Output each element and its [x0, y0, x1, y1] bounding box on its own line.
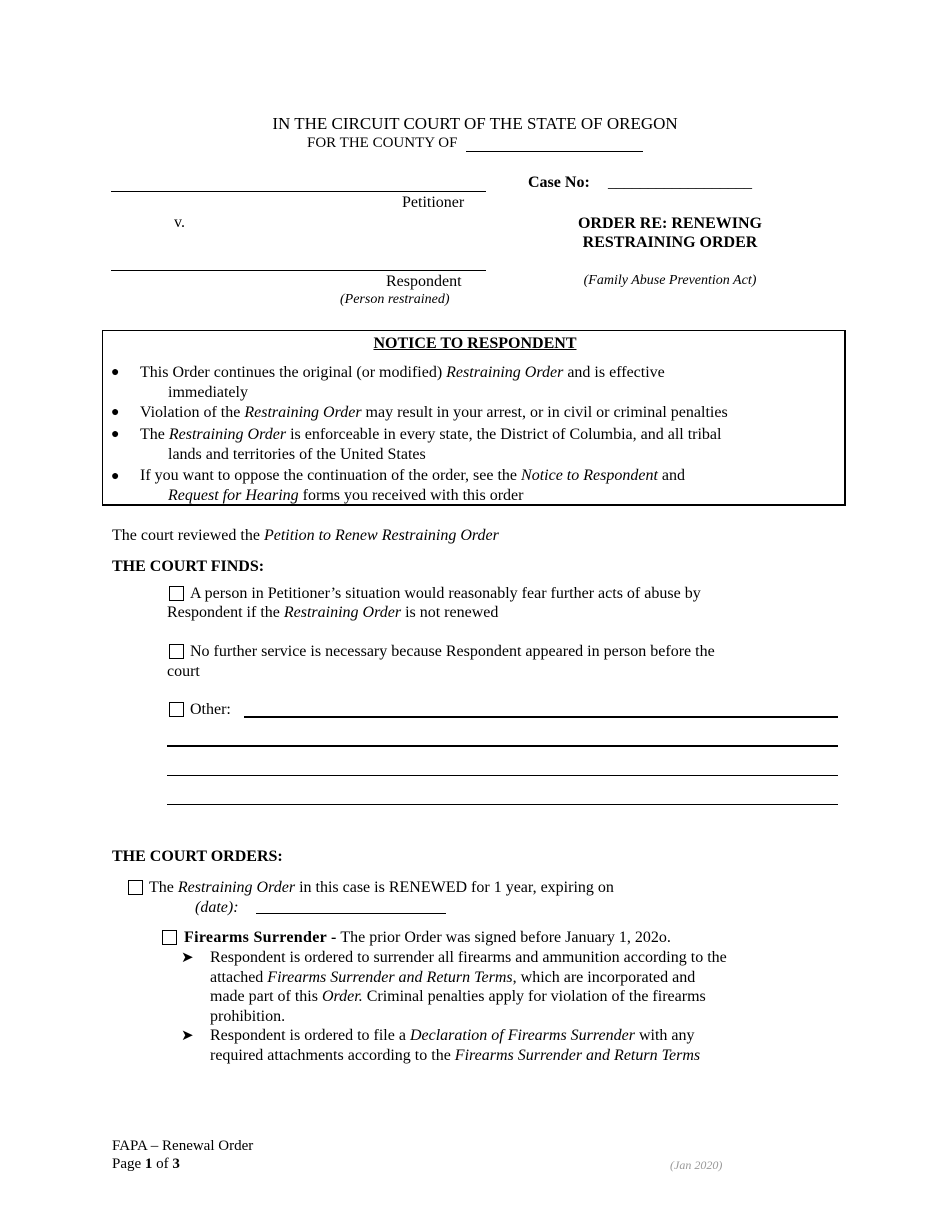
petitioner-name-line[interactable] — [111, 191, 486, 192]
bullet-1-post: and is effective — [563, 364, 665, 381]
arrow-bullet-icon: ➤ — [181, 1028, 194, 1044]
orders-heading: THE COURT ORDERS: — [112, 848, 283, 865]
page-pre: Page — [112, 1156, 145, 1172]
bullet-2-ital: Restraining Order — [244, 404, 362, 421]
page-num: 1 — [144, 1156, 153, 1172]
bullet-4-line2-post: forms you received with this order — [298, 487, 524, 504]
finds-item-2-line-1: No further service is necessary because Respondent appeared in person before the — [190, 643, 715, 660]
orders-renew-text — [149, 879, 614, 897]
finds-item-1-ital: Restraining Order — [283, 604, 402, 621]
expiration-date-line[interactable] — [256, 913, 446, 914]
arrow-bullet-icon: ➤ — [181, 950, 194, 966]
review-statement — [112, 527, 499, 545]
sub2-line-1-post: with any — [634, 1027, 695, 1044]
sub1-line-2-ital: Firearms Surrender and Return Terms — [267, 968, 513, 986]
finds-item-1-line-2 — [167, 604, 498, 622]
bullet-1-line2: immediately — [168, 384, 248, 401]
sub2-line-1-pre: Respondent is ordered to file a — [210, 1027, 410, 1044]
notice-title: NOTICE TO RESPONDENT — [373, 335, 577, 352]
firearms-line — [184, 929, 671, 947]
orders-checkbox-renew[interactable] — [128, 880, 143, 895]
respondent-note: (Person restrained) — [340, 292, 450, 307]
case-no-label: Case No: — [528, 174, 590, 191]
renew-post: in this case is RENEWED for 1 year, expiring on — [295, 879, 614, 896]
notice-box — [102, 330, 846, 506]
orders-checkbox-firearms[interactable] — [162, 930, 177, 945]
bullet-3-text: The — [140, 426, 169, 443]
respondent-name-line[interactable] — [111, 270, 486, 271]
firearms-text: The prior Order was signed before January 1, 202o. — [336, 929, 671, 946]
other-line-3[interactable] — [167, 775, 838, 776]
order-title-line-1: ORDER RE: RENEWING — [577, 215, 762, 232]
bullet-4-post: and — [657, 467, 685, 484]
sub1-line-3-post: Criminal penalties apply for violation of the firearms — [362, 988, 706, 1005]
sub1-line-4: prohibition. — [210, 1007, 286, 1025]
petitioner-label: Petitioner — [402, 194, 465, 211]
order-title-line-2: RESTRAINING ORDER — [582, 234, 758, 251]
bullet-3-ital: Restraining Order — [168, 426, 287, 443]
sub2-line-1-ital: Declaration of Firearms Surrender — [409, 1027, 635, 1044]
bullet-4-text: If you want to oppose the continuation of the order, see the — [140, 467, 522, 484]
sub1-line-2-pre: attached — [210, 968, 268, 986]
footer-page — [112, 1156, 180, 1173]
bullet-4-line2-ital: Request for Hearing — [168, 487, 299, 504]
finds-other-label: Other: — [190, 701, 231, 718]
bullet-icon: ● — [111, 427, 120, 442]
finds-checkbox-other[interactable] — [169, 702, 184, 717]
bullet-1-ital: Restraining Order — [446, 364, 564, 381]
other-line-2[interactable] — [167, 745, 838, 747]
court-line-1: IN THE CIRCUIT COURT OF THE STATE OF OREGON — [272, 114, 678, 133]
firearms-bold: Firearms Surrender - — [184, 929, 337, 946]
finds-item-1-post: is not renewed — [401, 604, 499, 621]
other-line-4[interactable] — [167, 804, 838, 805]
county-label: FOR THE COUNTY OF — [307, 135, 458, 151]
bullet-2-text: Violation of the — [140, 404, 245, 421]
sub2-line-2-ital: Firearms Surrender and Return Terms — [454, 1046, 701, 1064]
footer-form-name: FAPA – Renewal Order — [112, 1138, 254, 1154]
bullet-1-text: This Order continues the original (or modified) — [140, 364, 447, 381]
bullet-2-post: may result in your arrest, or in civil or criminal penalties — [361, 404, 728, 421]
act-note: (Family Abuse Prevention Act) — [583, 273, 757, 288]
finds-item-1-pre: Respondent if the — [167, 604, 284, 621]
case-no-field[interactable]: __________________ — [608, 174, 752, 191]
page-mid: of — [152, 1156, 173, 1172]
bullet-3-line2: lands and territories of the United States — [168, 446, 426, 463]
county-blank[interactable] — [466, 151, 643, 152]
date-label: (date): — [195, 899, 239, 916]
sub2-line-2-pre: required attachments according to the — [210, 1046, 455, 1064]
bullet-4-ital: Notice to Respondent — [521, 467, 658, 484]
sub1-line-1: Respondent is ordered to surrender all firearms and ammunition according to the — [210, 949, 727, 966]
page-total: 3 — [172, 1156, 180, 1172]
bullet-3-post: is enforceable in every state, the District of Columbia, and all tribal — [286, 426, 722, 443]
sub1-line-3-ital: Order. — [321, 988, 363, 1005]
respondent-label: Respondent — [386, 273, 462, 290]
order-title — [520, 214, 820, 252]
firearms-sub-2 — [210, 1026, 700, 1065]
finds-checkbox-fear[interactable] — [169, 586, 184, 601]
sub1-line-2-post: , which are incorporated and — [512, 968, 696, 986]
review-ital: Petition to Renew Restraining Order — [263, 527, 499, 544]
versus-label: v. — [174, 214, 185, 231]
footer-version: (Jan 2020) — [670, 1158, 723, 1172]
finds-item-2-line-2: court — [167, 663, 200, 680]
bullet-icon: ● — [111, 365, 120, 380]
renew-ital: Restraining Order — [177, 879, 296, 896]
finds-item-1-line-1: A person in Petitioner’s situation would reasonably fear further acts of abuse by — [190, 585, 701, 602]
firearms-sub-1 — [210, 948, 727, 1026]
other-line-1[interactable] — [244, 716, 838, 718]
bullet-icon: ● — [111, 469, 120, 484]
sub1-line-3-pre: made part of this — [210, 988, 322, 1005]
finds-heading: THE COURT FINDS: — [112, 558, 265, 575]
review-pre: The court reviewed the — [112, 527, 264, 544]
renew-pre: The — [149, 879, 178, 896]
bullet-icon: ● — [111, 405, 120, 420]
finds-checkbox-service[interactable] — [169, 644, 184, 659]
court-header — [200, 114, 750, 134]
